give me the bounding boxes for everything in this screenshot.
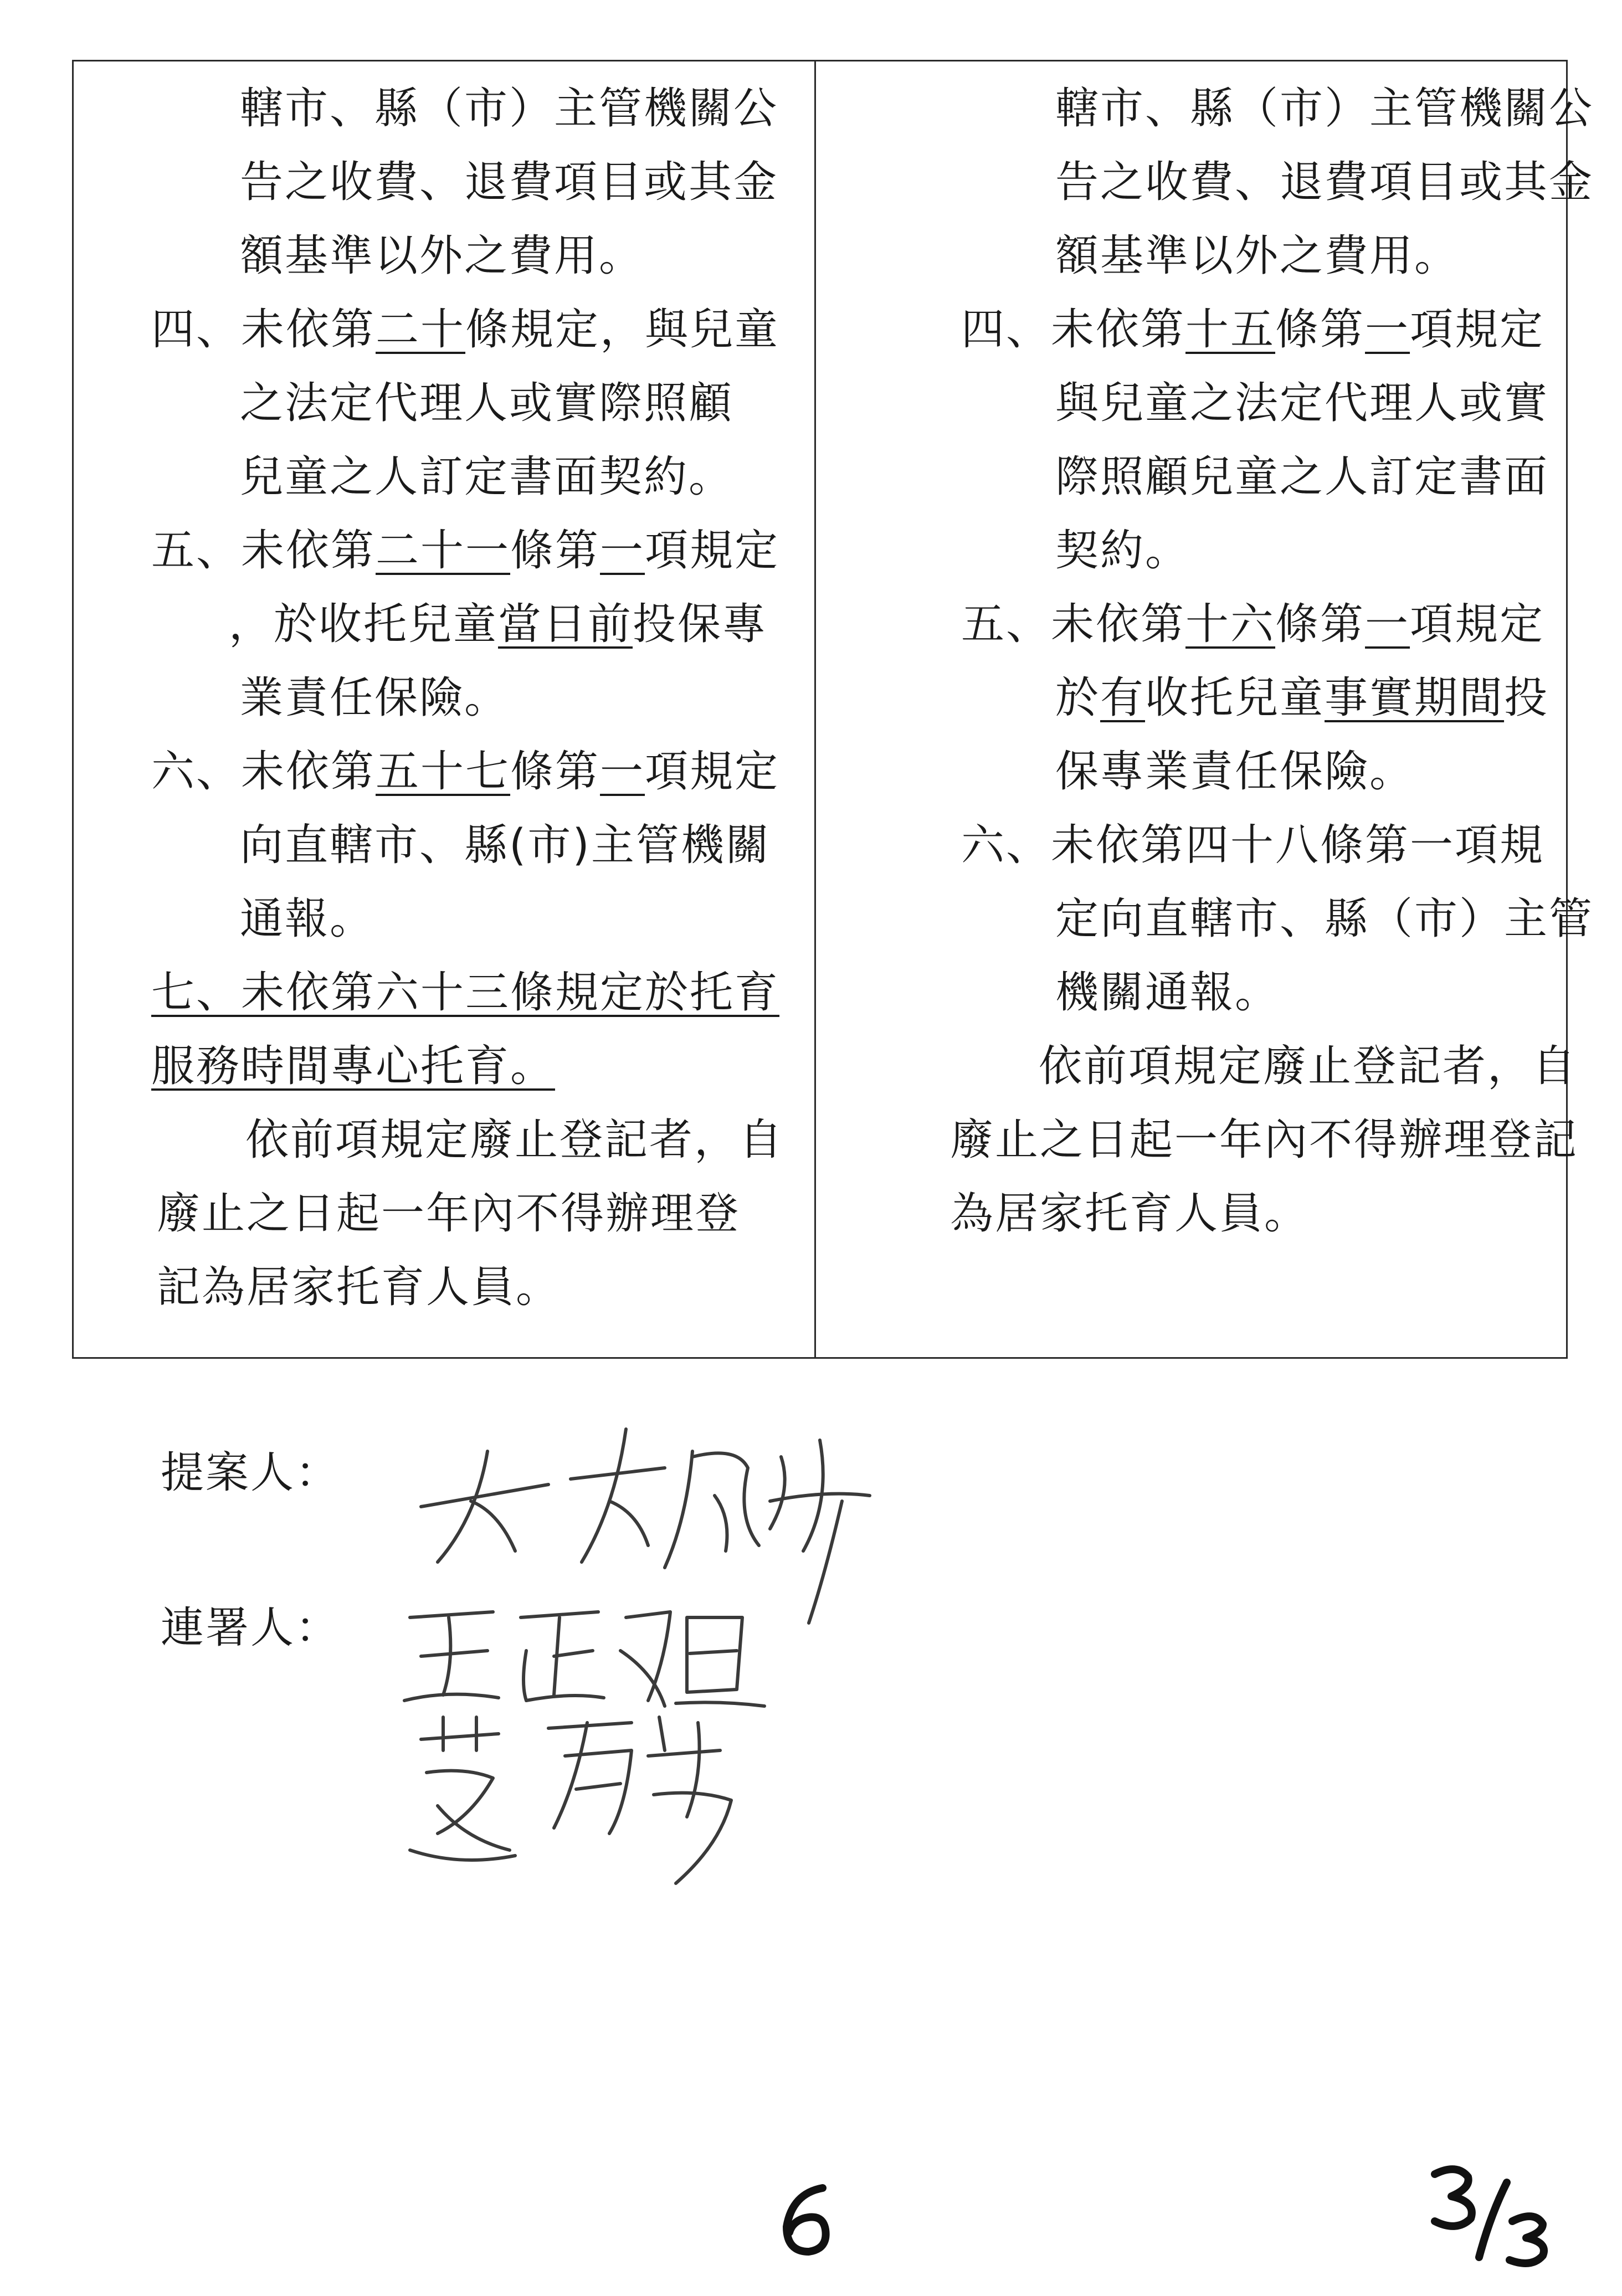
line-text: 六、未依第	[151, 747, 376, 797]
line-text: 告之收費、退費項目或其金	[1055, 157, 1594, 207]
underlined-amendment-text: 五十七	[376, 747, 511, 797]
text-line	[151, 747, 780, 797]
text-line	[1055, 894, 1594, 944]
line-text: 項規定	[1410, 305, 1545, 355]
line-text: 與兒童之法定代理人或實	[1055, 378, 1549, 428]
line-text: 兒童之人訂定書面契約。	[240, 452, 734, 502]
line-text: 通報。	[240, 894, 375, 944]
text-line	[240, 820, 771, 870]
line-text: 項規定	[645, 526, 780, 576]
line-text: 條第	[510, 747, 600, 797]
underlined-amendment-text: 事實期間	[1325, 673, 1505, 723]
proposer-label: 提案人：	[161, 1448, 341, 1498]
text-line	[157, 1189, 741, 1239]
text-line	[240, 452, 734, 502]
text-line	[961, 305, 1545, 355]
text-line	[1055, 84, 1594, 133]
line-text: 定向直轄市、縣（市）主管	[1055, 894, 1594, 944]
text-line	[961, 820, 1545, 870]
text-line	[151, 1041, 556, 1091]
underlined-amendment-text: 一	[600, 526, 645, 576]
line-text: 業責任保險。	[240, 673, 510, 723]
underlined-amendment-text: 十六	[1185, 599, 1276, 649]
line-text: 際照顧兒童之人訂定書面	[1055, 452, 1549, 502]
line-text: 條規定，與兒童	[465, 305, 780, 355]
text-line	[1039, 1041, 1578, 1091]
line-text: 條第	[510, 526, 600, 576]
text-line	[1055, 452, 1549, 502]
text-line	[151, 305, 780, 355]
text-line	[240, 157, 779, 207]
line-text: 依前項規定廢止登記者，自	[245, 1115, 784, 1165]
underlined-amendment-text: 七、未依第六十三條規定於托育	[151, 968, 780, 1018]
line-text: 之法定代理人或實際照顧	[240, 378, 734, 428]
underlined-amendment-text: 服務時間專心托育。	[151, 1041, 556, 1091]
text-line	[961, 599, 1545, 649]
text-line	[1055, 968, 1280, 1018]
line-text: 廢止之日起一年內不得辦理登記	[950, 1115, 1579, 1165]
text-line	[240, 84, 779, 133]
underlined-amendment-text: 二十一	[376, 526, 511, 576]
text-line	[950, 1115, 1579, 1165]
line-text: 向直轄市、縣(市)主管機關	[240, 820, 771, 870]
text-line	[240, 894, 375, 944]
line-text: 為居家托育人員。	[950, 1189, 1310, 1239]
text-line	[151, 968, 780, 1018]
line-text: 條第	[1275, 599, 1366, 649]
line-text: 記為居家托育人員。	[157, 1262, 561, 1312]
line-text: 告之收費、退費項目或其金	[240, 157, 779, 207]
text-line	[245, 1115, 784, 1165]
comparison-table	[72, 60, 1594, 1359]
line-text: 四、未依第	[961, 305, 1186, 355]
line-text: 額基準以外之費用。	[1055, 231, 1460, 281]
underlined-amendment-text: 一	[1365, 305, 1410, 355]
line-text: 條第	[1275, 305, 1366, 355]
line-text: 投	[1504, 673, 1549, 723]
text-line	[1055, 378, 1549, 428]
text-line	[1055, 231, 1460, 281]
line-text: 五、未依第	[961, 599, 1186, 649]
line-text: 於	[1055, 673, 1101, 723]
line-text: 額基準以外之費用。	[240, 231, 644, 281]
line-text: 契約。	[1055, 526, 1190, 576]
underlined-amendment-text: 一	[1365, 599, 1410, 649]
line-text: 五、未依第	[151, 526, 376, 576]
underlined-amendment-text: 二十	[376, 305, 466, 355]
underlined-amendment-text: 有	[1100, 673, 1146, 723]
cosigner-label: 連署人：	[161, 1603, 341, 1653]
line-text: ，於收托兒童	[229, 599, 499, 649]
cosigner-signature-2	[388, 1706, 776, 1889]
line-text: 項規定	[1410, 599, 1545, 649]
text-line	[240, 673, 510, 723]
underlined-amendment-text: 十五	[1185, 305, 1276, 355]
line-text: 四、未依第	[151, 305, 376, 355]
line-text: 轄市、縣（市）主管機關公	[1055, 84, 1594, 133]
text-line	[1055, 747, 1415, 797]
cosigner-signature-1	[388, 1595, 776, 1717]
text-line	[240, 378, 734, 428]
text-line	[229, 599, 768, 649]
line-text: 轄市、縣（市）主管機關公	[240, 84, 779, 133]
text-line	[1055, 157, 1594, 207]
line-text: 保專業責任保險。	[1055, 747, 1415, 797]
line-text: 六、未依第四十八條第一項規	[961, 820, 1545, 870]
text-line	[157, 1262, 561, 1312]
underlined-amendment-text: 當日前	[498, 599, 633, 649]
column-divider	[814, 61, 816, 1357]
line-text: 收托兒童	[1145, 673, 1325, 723]
text-line	[151, 526, 780, 576]
line-text: 機關通報。	[1055, 968, 1280, 1018]
text-line	[950, 1189, 1310, 1239]
underlined-amendment-text: 一	[600, 747, 645, 797]
page-fraction	[1424, 2160, 1568, 2271]
line-text: 廢止之日起一年內不得辦理登	[157, 1189, 741, 1239]
text-line	[1055, 526, 1190, 576]
text-line	[240, 231, 644, 281]
text-line	[1055, 673, 1549, 723]
line-text: 項規定	[645, 747, 780, 797]
line-text: 依前項規定廢止登記者，自	[1039, 1041, 1578, 1091]
line-text: 投保專	[633, 599, 768, 649]
page-number	[770, 2177, 842, 2260]
